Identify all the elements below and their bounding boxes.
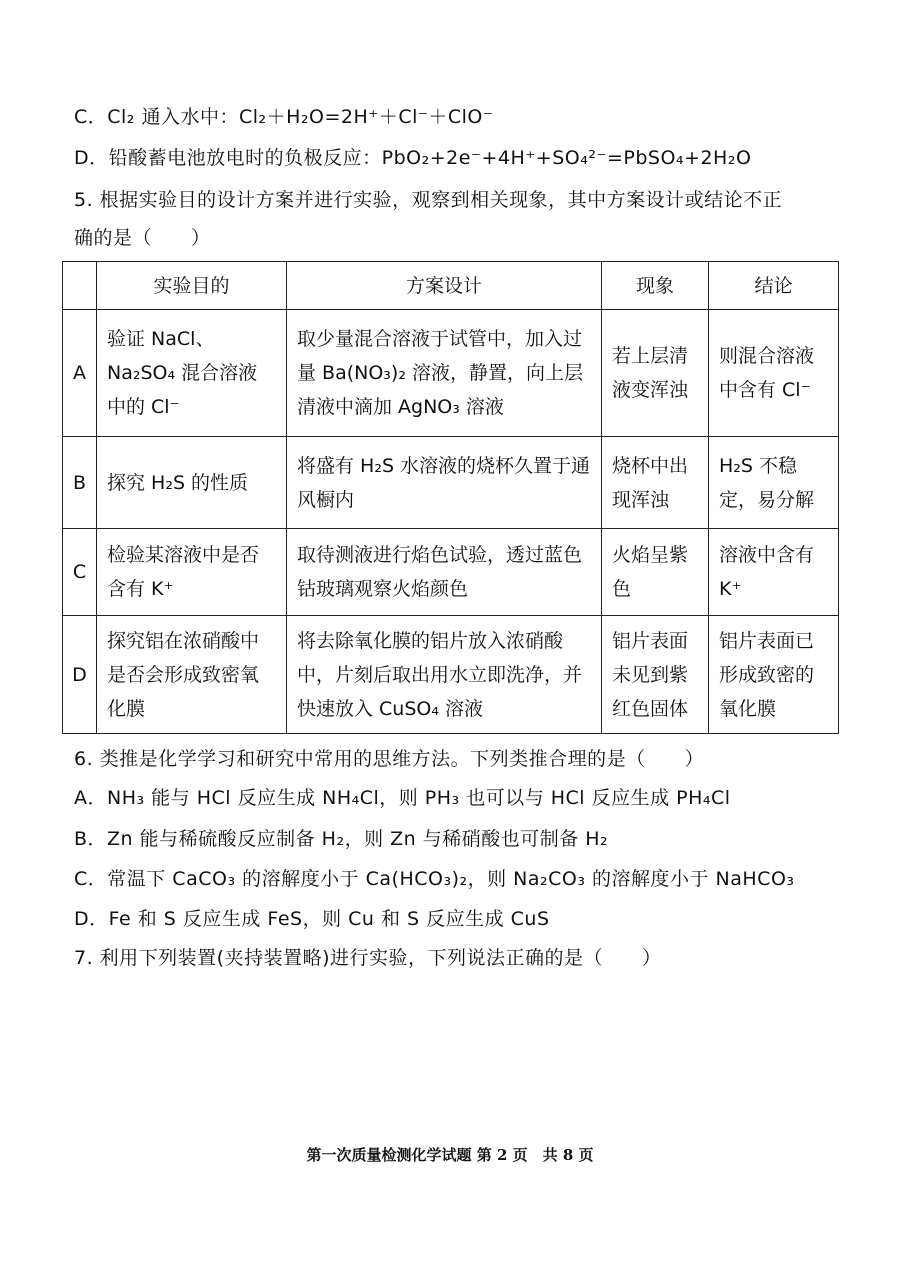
- header-cell-phenomenon: 现象: [602, 262, 709, 310]
- row-design: 取待测液进行焰色试验，透过蓝色钴玻璃观察火焰颜色: [287, 529, 602, 616]
- row-design: 将去除氧化膜的铝片放入浓硝酸中，片刻后取出用水立即洗净，并快速放入 CuSO₄ 溶液: [287, 616, 602, 734]
- question-5-stem-line1: 5. 根据实验目的设计方案并进行实验，观察到相关现象，其中方案设计或结论不正: [74, 189, 783, 211]
- row-label: C: [63, 529, 97, 616]
- table-row: [63, 616, 839, 734]
- option-b-q6: B．Zn 能与稀硫酸反应制备 H₂，则 Zn 与稀硝酸也可制备 H₂: [74, 828, 609, 850]
- table-row: [63, 310, 839, 437]
- row-design: 取少量混合溶液于试管中，加入过量 Ba(NO₃)₂ 溶液，静置，向上层清液中滴加 AgNO₃ 溶液: [287, 310, 602, 437]
- row-conclusion: H₂S 不稳定，易分解: [709, 437, 839, 529]
- table-row: [63, 529, 839, 616]
- header-cell-purpose: 实验目的: [97, 262, 287, 310]
- option-c-q4: C．Cl₂ 通入水中：Cl₂＋H₂O=2H⁺＋Cl⁻＋ClO⁻: [74, 106, 494, 128]
- option-c-q6: C．常温下 CaCO₃ 的溶解度小于 Ca(HCO₃)₂，则 Na₂CO₃ 的溶解度小于 NaHCO₃: [74, 868, 795, 890]
- row-purpose: 探究 H₂S 的性质: [97, 437, 287, 529]
- row-label: D: [63, 616, 97, 734]
- table-row: [63, 437, 839, 529]
- experiment-table: [62, 261, 839, 734]
- row-purpose: 验证 NaCl、Na₂SO₄ 混合溶液中的 Cl⁻: [97, 310, 287, 437]
- header-cell-label: [63, 262, 97, 310]
- row-phenomenon: 若上层清液变浑浊: [602, 310, 709, 437]
- option-d-q6: D．Fe 和 S 反应生成 FeS，则 Cu 和 S 反应生成 CuS: [74, 908, 550, 930]
- row-conclusion: 铝片表面已形成致密的氧化膜: [709, 616, 839, 734]
- row-conclusion: 溶液中含有 K⁺: [709, 529, 839, 616]
- option-a-q6: A．NH₃ 能与 HCl 反应生成 NH₄Cl，则 PH₃ 也可以与 HCl 反应生成 PH₄Cl: [74, 787, 731, 809]
- row-purpose: 探究铝在浓硝酸中是否会形成致密氧化膜: [97, 616, 287, 734]
- question-6-stem: 6. 类推是化学学习和研究中常用的思维方法。下列类推合理的是（ ）: [74, 748, 705, 770]
- row-phenomenon: 铝片表面未见到紫红色固体: [602, 616, 709, 734]
- row-purpose: 检验某溶液中是否含有 K⁺: [97, 529, 287, 616]
- question-5-stem-line2: 确的是（ ）: [74, 227, 211, 249]
- header-cell-conclusion: 结论: [709, 262, 839, 310]
- row-conclusion: 则混合溶液中含有 Cl⁻: [709, 310, 839, 437]
- question-7-stem: 7. 利用下列装置(夹持装置略)进行实验，下列说法正确的是（ ）: [74, 947, 662, 969]
- option-d-q4: D．铅酸蓄电池放电时的负极反应：PbO₂+2e⁻+4H⁺+SO₄²⁻=PbSO₄+2H₂O: [74, 147, 752, 169]
- row-label: B: [63, 437, 97, 529]
- header-cell-design: 方案设计: [287, 262, 602, 310]
- row-phenomenon: 火焰呈紫色: [602, 529, 709, 616]
- page-footer: 第一次质量检测化学试题 第 2 页 共 8 页: [306, 1146, 594, 1164]
- row-label: A: [63, 310, 97, 437]
- row-phenomenon: 烧杯中出现浑浊: [602, 437, 709, 529]
- table-header-row: [63, 262, 839, 310]
- row-design: 将盛有 H₂S 水溶液的烧杯久置于通风橱内: [287, 437, 602, 529]
